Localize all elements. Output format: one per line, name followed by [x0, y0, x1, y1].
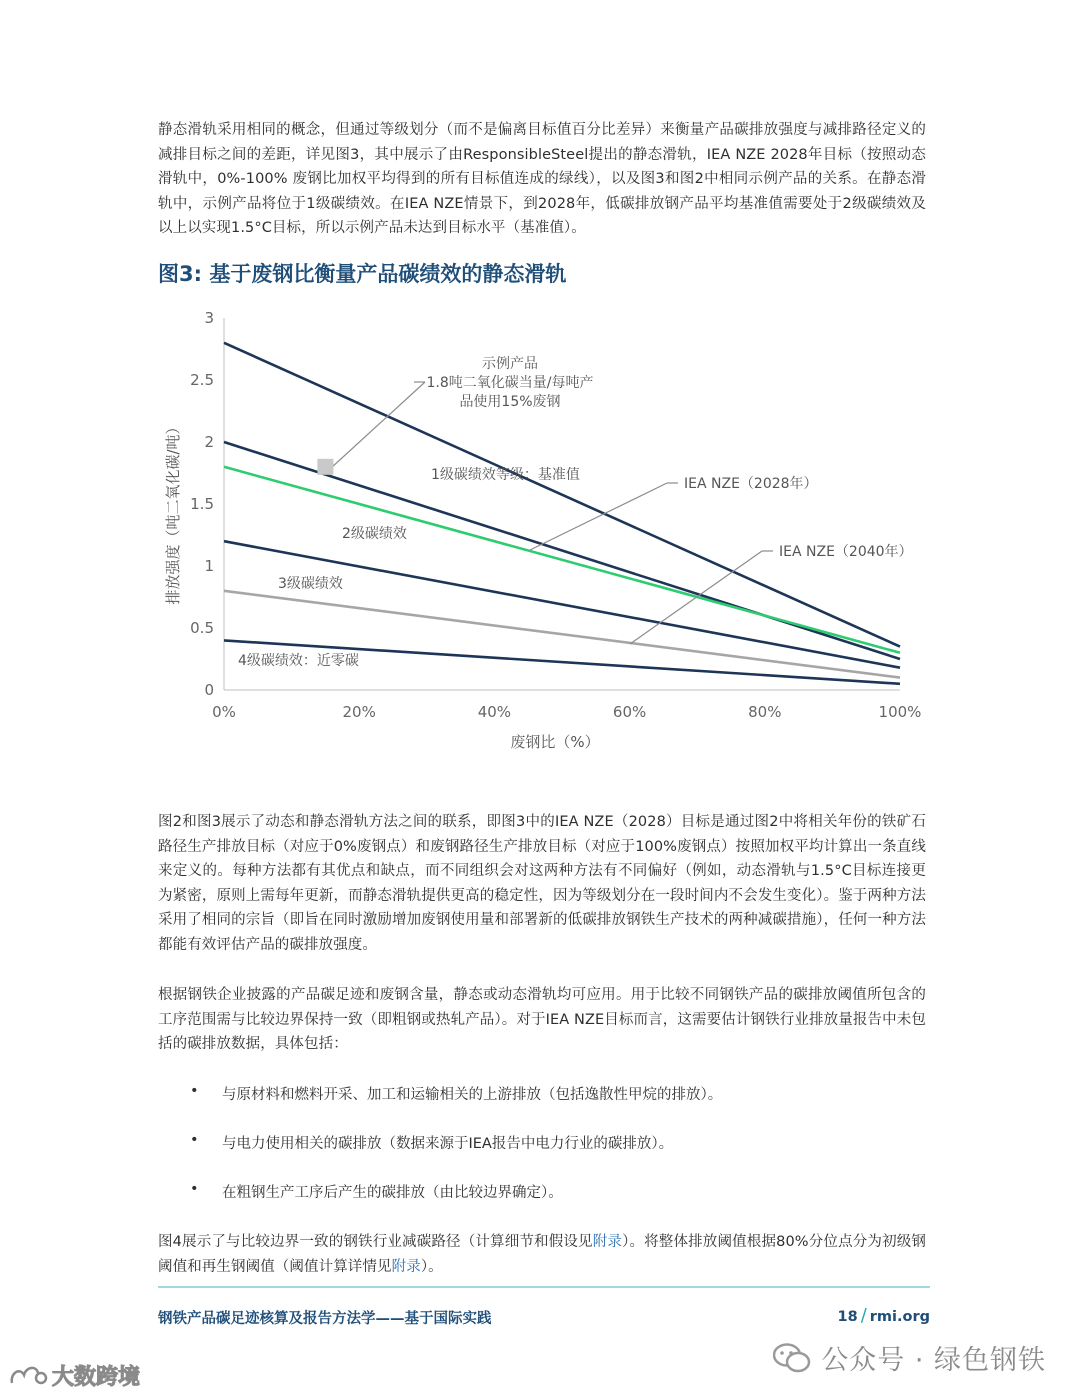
body-paragraph-2: 根据钢铁企业披露的产品碳足迹和废钢含量，静态或动态滑轨均可应用。用于比较不同钢铁产品的碳排放阈值所包含的工序范围需与比较边界保持一致（即粗钢或热轧产品）。对于IEA NZE目标而言，这需要估计钢铁行业排放量报告中未包括的碳排放数据，具体包括： — [158, 987, 926, 1053]
brand-logo-icon — [8, 1363, 48, 1389]
y-tick-label: 2 — [204, 433, 214, 451]
x-tick-label: 60% — [612, 703, 647, 721]
iea2028-label: IEA NZE（2028年） — [684, 476, 818, 492]
y-tick-labels — [190, 309, 214, 699]
example-callout-line — [331, 382, 425, 468]
series-lines — [224, 343, 900, 684]
footer-page-info — [838, 1305, 931, 1326]
appendix-link[interactable]: 附录 — [391, 1258, 421, 1275]
figure-title: 图3: 基于废钢比衡量产品碳绩效的静态滑轨 — [158, 262, 567, 286]
page-number: 18 — [837, 1309, 858, 1325]
x-tick-label: 40% — [477, 703, 512, 721]
footer-divider — [158, 1286, 930, 1288]
iea2028-callout-line — [530, 483, 667, 550]
y-axis-label: 排放强度（吨二氧化碳/吨） — [164, 419, 182, 605]
slash-separator: / — [860, 1305, 867, 1326]
wechat-watermark-text: 公众号 · 绿色钢铁 — [821, 1345, 1046, 1376]
appendix-link[interactable]: 附录 — [592, 1234, 623, 1250]
level2-label: 2级碳绩效 — [342, 526, 407, 542]
corner-watermark — [8, 1360, 140, 1391]
bullet-dot: • — [190, 1132, 199, 1148]
x-tick-label: 0% — [212, 703, 236, 721]
y-tick-label: 3 — [204, 309, 214, 327]
level3-label: 3级碳绩效 — [278, 576, 343, 592]
example-product-marker — [317, 459, 333, 475]
x-axis-label: 废钢比（%） — [510, 733, 600, 751]
closing-paragraph — [158, 1230, 926, 1279]
site-link[interactable]: rmi.org — [869, 1309, 930, 1325]
y-tick-label: 2.5 — [190, 371, 214, 389]
level1-label: 1级碳绩效等级：基准值 — [431, 467, 580, 483]
body-paragraph-1: 图2和图3展示了动态和静态滑轨方法之间的联系，即图3中的IEA NZE（2028）目标是通过图2中将相关年份的铁矿石路径生产排放目标（对应于0%废钢点）和废钢路径生产排放目标（对应于100%废钢点）按照加权平均计算出一条直线来定义的。每种方法都有其优点和缺点，而不同组织会对这两种方法有不同偏好（例如，动态滑轨与1.5°C目标连接更为紧密，原则上需每年更新，而静态滑轨提供更高的稳定性，因为等级划分在一段时间内不会发生变化）。鉴于两种方法采用了相同的宗旨（即旨在同时激励增加废钢使用量和部署新的低碳排放钢铁生产技术的两种减碳措施），任何一种方法都能有效评估产品的碳排放强度。 — [158, 814, 926, 953]
example-label-line3: 品使用15%废钢 — [459, 394, 561, 410]
static-sliding-scale-chart — [150, 300, 930, 770]
bullet-dot: • — [190, 1083, 199, 1099]
example-label-line2: 1.8吨二氧化碳当量/每吨产 — [426, 375, 594, 391]
y-tick-label: 1 — [204, 557, 214, 575]
x-tick-labels — [212, 703, 921, 721]
bullet-text: 与原材料和燃料开采、加工和运输相关的上游排放（包括逸散性甲烷的排放）。 — [222, 1087, 723, 1103]
wechat-watermark — [773, 1338, 1046, 1377]
bullet-text: 与电力使用相关的碳排放（数据来源于IEA报告中电力行业的碳排放）。 — [222, 1136, 674, 1152]
closing-text-2: ）。将整体排放阈值根据80%分位点分为初级钢阈值和再生钢阈值（阈值计算详情见 — [158, 1234, 926, 1275]
footer-title: 钢铁产品碳足迹核算及报告方法学——基于国际实践 — [158, 1311, 492, 1327]
y-tick-label: 0.5 — [190, 619, 214, 637]
y-tick-label: 1.5 — [190, 495, 214, 513]
y-tick-label: 0 — [204, 681, 214, 699]
closing-text-3: ）。 — [420, 1258, 443, 1275]
example-label-line1: 示例产品 — [482, 356, 538, 372]
level4-label: 4级碳绩效：近零碳 — [238, 653, 359, 669]
wechat-icon — [773, 1343, 811, 1373]
x-tick-label: 20% — [342, 703, 376, 721]
iea2040-label: IEA NZE（2040年） — [779, 544, 913, 560]
closing-text-1: 图4展示了与比较边界一致的钢铁行业减碳路径（计算细节和假设见 — [158, 1234, 593, 1250]
intro-paragraph: 静态滑轨采用相同的概念，但通过等级划分（而不是偏离目标值百分比差异）来衡量产品碳排放强度与减排路径定义的减排目标之间的差距，详见图3，其中展示了由ResponsibleSteel提出的静态滑轨，IEA NZE 2028年目标（按照动态滑轨中，0%-100% 废钢比加权平均得到的所有目标值连成的绿线），以及图3和图2中相同示例产品的关系。在静态滑轨中，示例产品将位于1级碳绩效。在IEA NZE情景下，到2028年，低碳排放钢产品平均基准值需要处于2级碳绩效及以上以实现1.5°C目标，所以示例产品未达到目标水平（基准值）。 — [158, 122, 926, 237]
bullet-dot: • — [190, 1181, 199, 1197]
corner-watermark-text: 大数跨境 — [52, 1365, 141, 1390]
x-tick-label: 80% — [748, 703, 782, 721]
bullet-text: 在粗钢生产工序后产生的碳排放（由比较边界确定）。 — [222, 1185, 563, 1201]
x-tick-label: 100% — [878, 703, 922, 721]
